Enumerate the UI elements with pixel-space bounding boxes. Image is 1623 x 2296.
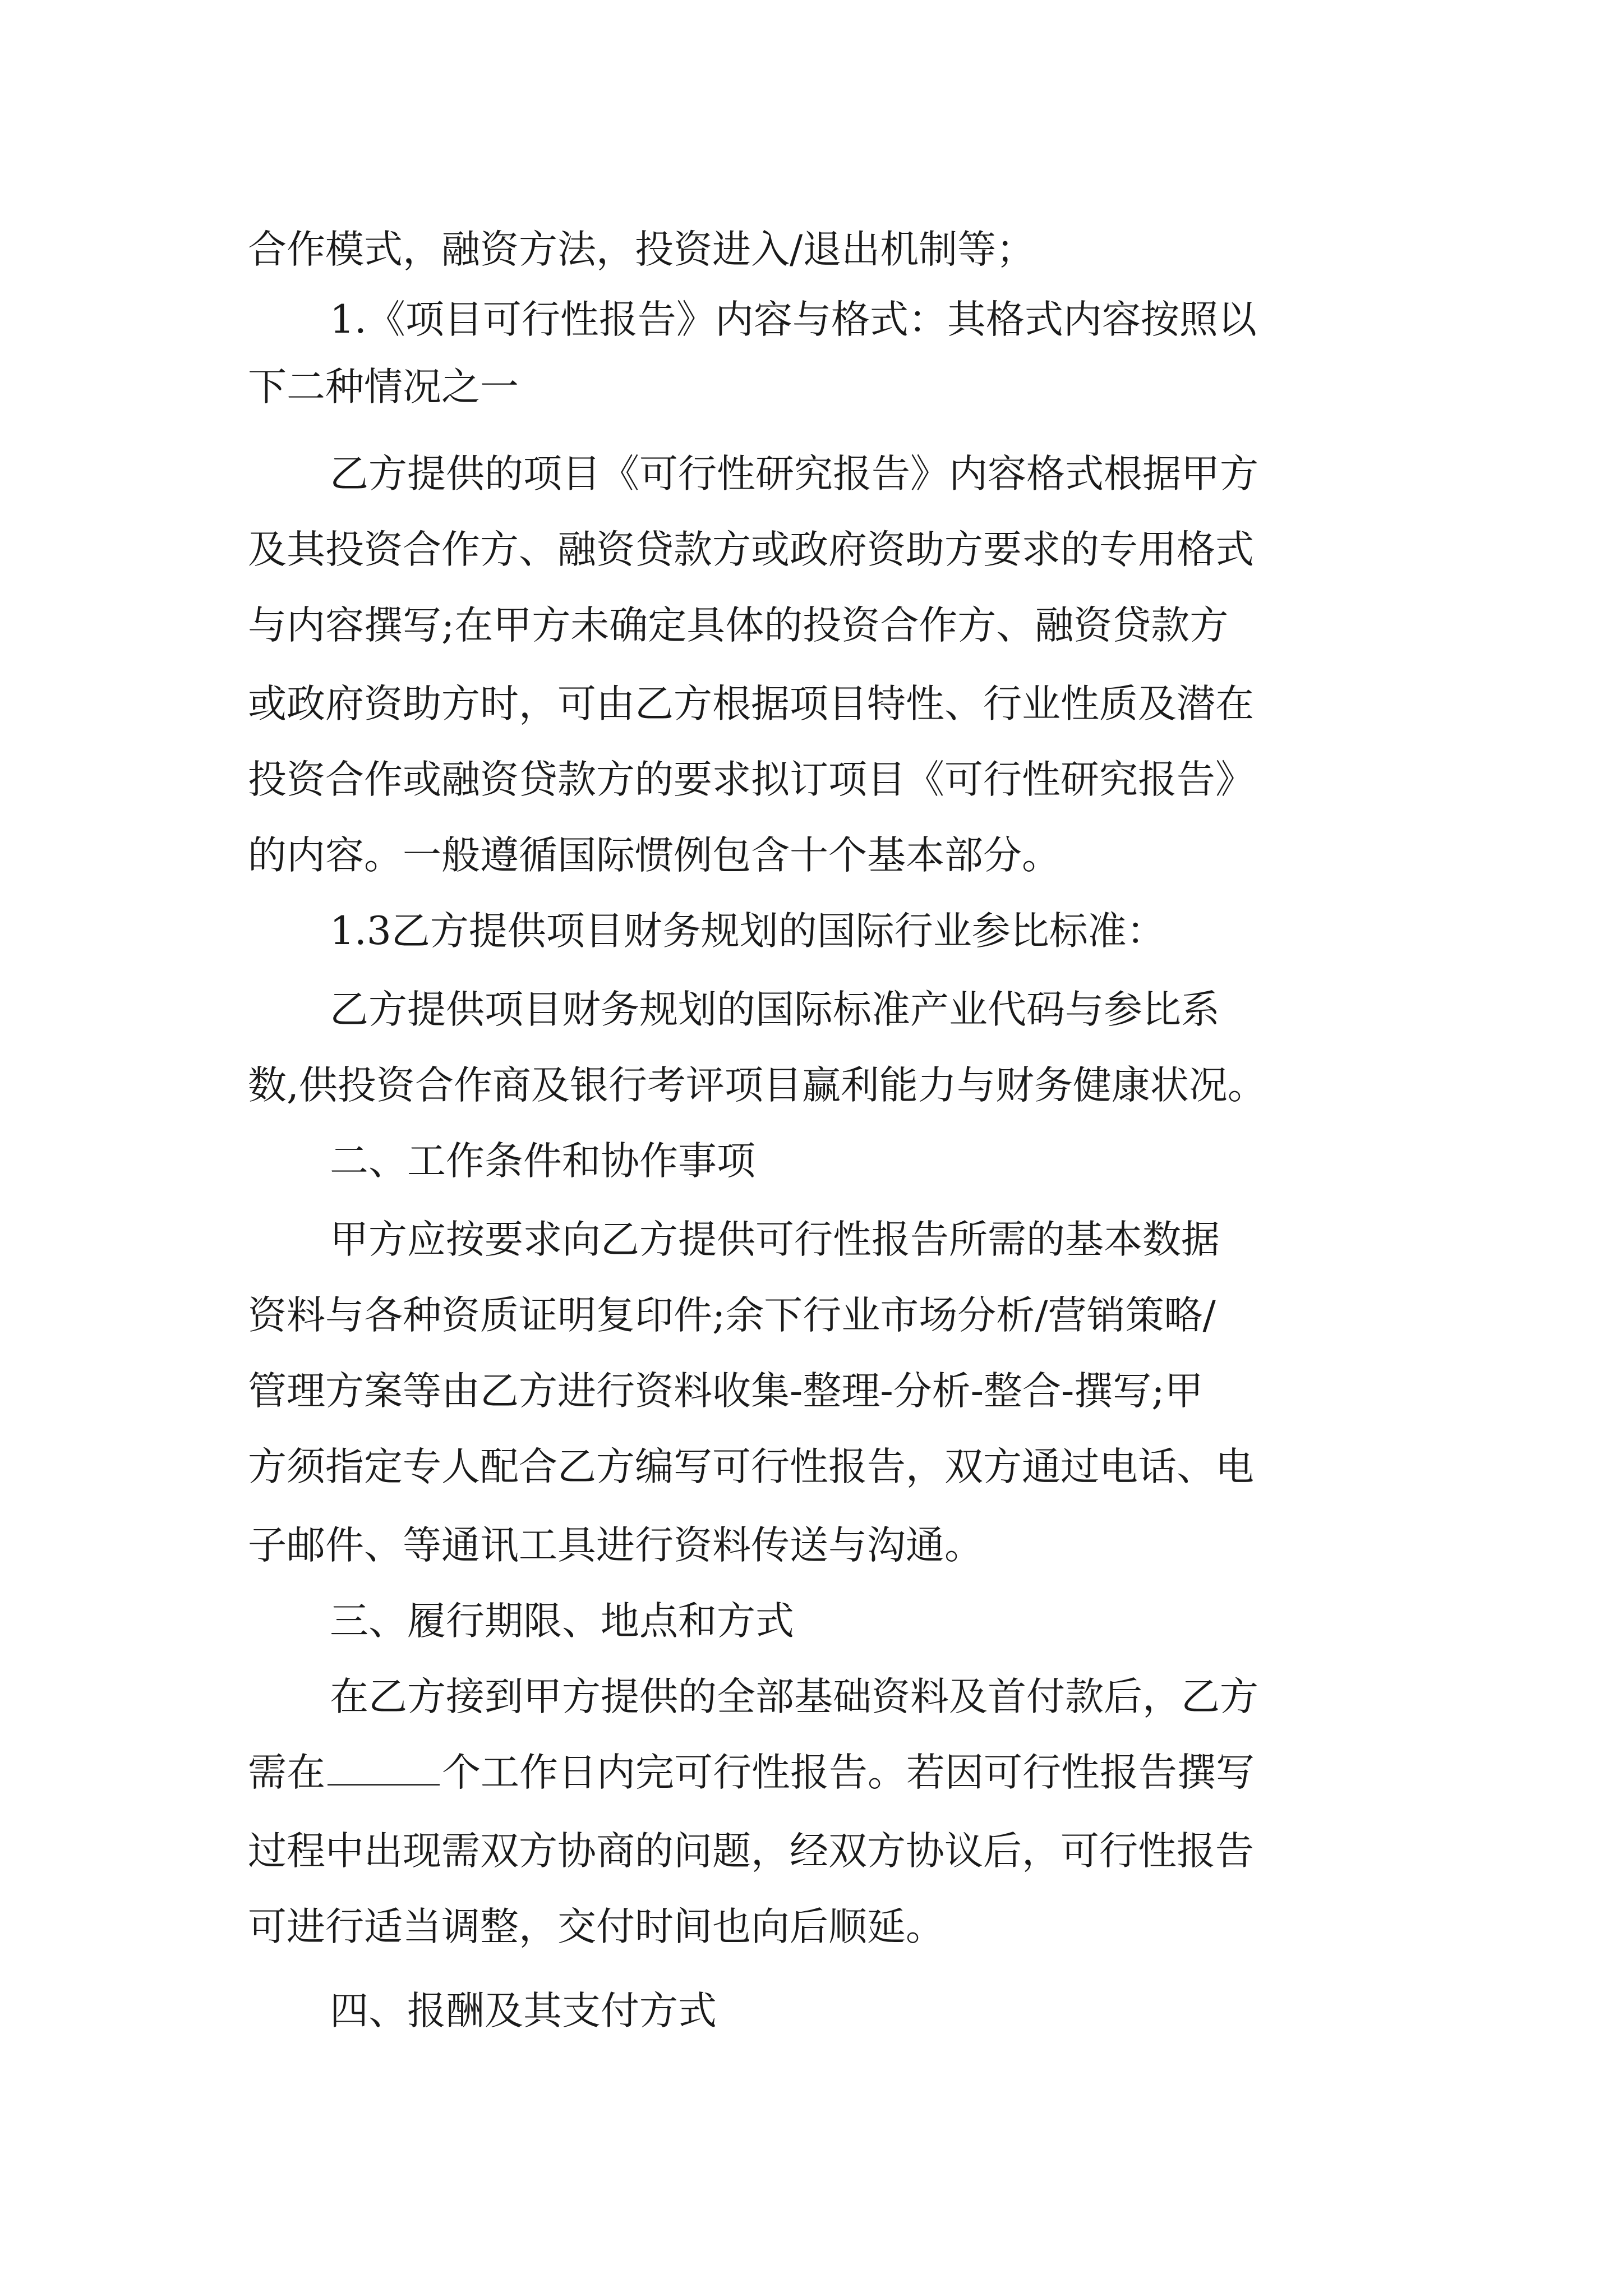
text-line-18: 子邮件、等通讯工具进行资料传送与沟通。	[248, 1523, 983, 1568]
text-line-19: 三、履行期限、地点和方式	[330, 1599, 794, 1644]
text-line-12: 数,供投资合作商及银行考评项目赢利能力与财务健康状况。	[248, 1063, 1266, 1108]
fill-in-blank	[328, 1750, 440, 1786]
text-line-22: 过程中出现需双方协商的问题，经双方协议后，可行性报告	[248, 1829, 1254, 1874]
text-line-24: 四、报酬及其支付方式	[330, 1989, 717, 2033]
text-line-21-before-blank: 需在	[248, 1750, 325, 1795]
text-line-10: 1.3乙方提供项目财务规划的国际行业参比标准：	[330, 909, 1165, 954]
text-line-21	[248, 1745, 1255, 1801]
text-line-17: 方须指定专人配合乙方编写可行性报告，双方通过电话、电	[248, 1444, 1254, 1489]
text-line-5: 及其投资合作方、融资贷款方或政府资助方要求的专用格式	[248, 527, 1254, 572]
text-line-7: 或政府资助方时，可由乙方根据项目特性、行业性质及潜在	[248, 682, 1254, 726]
text-line-20: 在乙方接到甲方提供的全部基础资料及首付款后，乙方	[330, 1674, 1258, 1719]
text-line-3: 下二种情况之一	[248, 365, 519, 409]
text-line-1: 合作模式，融资方法，投资进入/退出机制等；	[248, 227, 1035, 272]
text-line-9: 的内容。一般遵循国际惯例包含十个基本部分。	[248, 833, 1061, 878]
text-line-16: 管理方案等由乙方进行资料收集-整理-分析-整合-撰写;甲	[248, 1369, 1204, 1414]
text-line-2: 1.《项目可行性报告》内容与格式：其格式内容按照以	[330, 297, 1257, 342]
text-line-23: 可进行适当调整，交付时间也向后顺延。	[248, 1904, 944, 1949]
text-line-13: 二、工作条件和协作事项	[330, 1139, 755, 1184]
text-line-11: 乙方提供项目财务规划的国际标准产业代码与参比系	[330, 987, 1220, 1032]
text-line-4: 乙方提供的项目《可行性研究报告》内容格式根据甲方	[330, 452, 1258, 496]
text-line-6: 与内容撰写;在甲方未确定具体的投资合作方、融资贷款方	[248, 603, 1229, 648]
text-line-21-after-blank: 个工作日内完可行性报告。若因可行性报告撰写	[442, 1750, 1255, 1795]
text-line-15: 资料与各种资质证明复印件;余下行业市场分析/营销策略/	[248, 1293, 1216, 1338]
text-line-8: 投资合作或融资贷款方的要求拟订项目《可行性研究报告》	[248, 757, 1254, 802]
text-line-14: 甲方应按要求向乙方提供可行性报告所需的基本数据	[330, 1217, 1220, 1262]
